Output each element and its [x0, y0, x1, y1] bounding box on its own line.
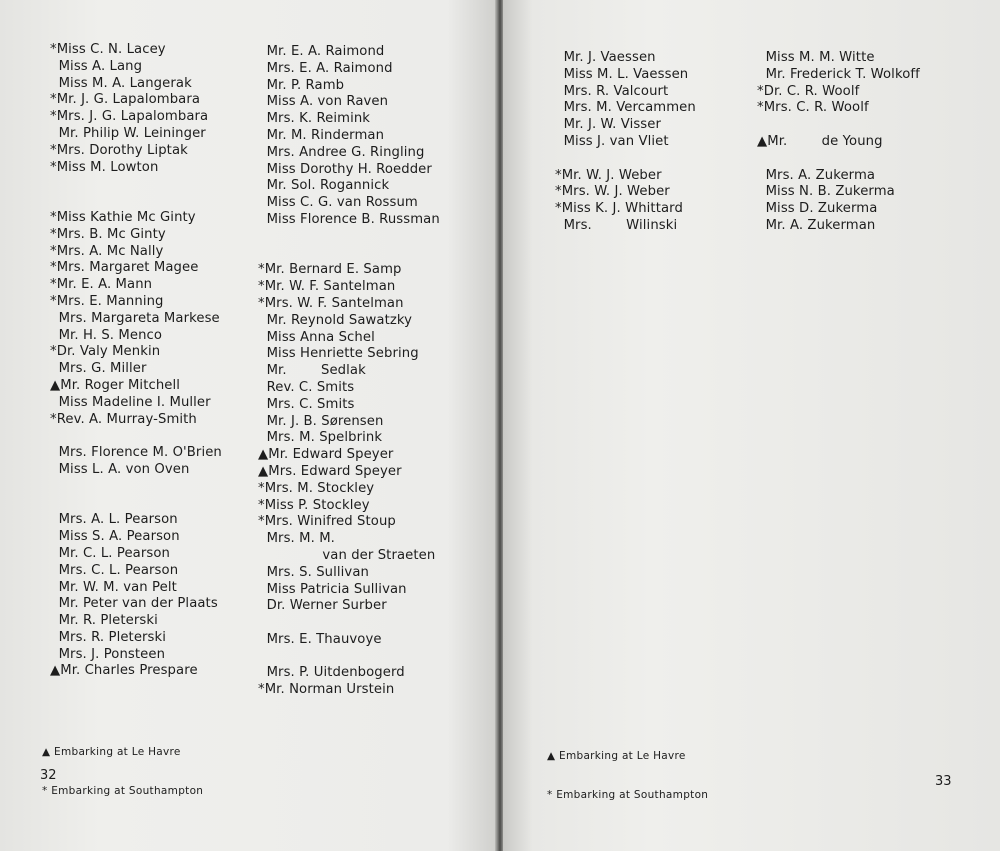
- spacer: [757, 117, 920, 134]
- page-number: 33: [935, 774, 952, 789]
- passenger-entry: *Mr. W. J. Weber: [555, 167, 662, 183]
- passenger-entry: *Rev. A. Murray-Smith: [50, 411, 197, 427]
- passenger-entry: *Mr. Bernard E. Samp: [258, 262, 402, 278]
- right-page: [503, 0, 1000, 851]
- passenger-entry: Mr. C. L. Pearson: [50, 545, 170, 561]
- passenger-entry: *Mrs. J. G. Lapalombara: [50, 109, 209, 125]
- passenger-entry: Mrs. E. Thauvoye: [258, 631, 382, 647]
- passenger-entry: ▲Mr. Roger Mitchell: [50, 377, 181, 393]
- passenger-entry: Mrs. S. Sullivan: [258, 564, 369, 580]
- legend: [42, 720, 203, 824]
- legend: [547, 724, 708, 828]
- legend-southampton: * Embarking at Southampton: [547, 789, 709, 801]
- passenger-entry: Miss M. M. Witte: [757, 50, 875, 65]
- passenger-column-2: [757, 50, 920, 235]
- passenger-entry: Mrs. M. Vercammen: [555, 100, 696, 116]
- passenger-entry: Miss C. G. van Rossum: [258, 195, 418, 211]
- passenger-entry: Mrs. A. L. Pearson: [50, 512, 178, 528]
- passenger-entry: *Mrs. Margaret Magee: [50, 260, 199, 276]
- spacer: [50, 193, 222, 210]
- passenger-entry: Miss J. van Vliet: [555, 133, 669, 149]
- passenger-entry: *Mrs. Dorothy Liptak: [50, 142, 188, 158]
- spacer: [50, 176, 222, 193]
- passenger-entry: Mrs. A. Zukerma: [757, 167, 876, 183]
- legend-southampton: * Embarking at Southampton: [42, 785, 204, 797]
- passenger-entry: Mrs. G. Miller: [50, 361, 147, 377]
- passenger-entry: Mr. Frederick T. Wolkoff: [757, 66, 920, 82]
- passenger-entry: *Mrs. W. F. Santelman: [258, 295, 404, 311]
- passenger-entry: *Miss C. N. Lacey: [50, 42, 166, 57]
- passenger-entry: Mr. A. Zukerman: [757, 217, 876, 233]
- spacer: [258, 229, 440, 246]
- page-number: 32: [40, 768, 57, 783]
- passenger-entry: Mrs. J. Ponsteen: [50, 646, 166, 662]
- left-page: [0, 0, 497, 851]
- passenger-entry: Mrs. Wilinski: [555, 217, 678, 233]
- passenger-entry: ▲Mr. Edward Speyer: [258, 447, 394, 463]
- passenger-entry: Mrs. R. Pleterski: [50, 629, 167, 645]
- spacer: [50, 496, 222, 513]
- passenger-entry: Mrs. K. Reimink: [258, 111, 371, 127]
- passenger-entry: ▲Mrs. Edward Speyer: [258, 463, 402, 479]
- passenger-entry: Mrs. M. M.: [258, 531, 335, 547]
- passenger-entry: Miss A. Lang: [50, 58, 143, 74]
- passenger-entry: Mr. H. S. Menco: [50, 327, 163, 343]
- spacer: [50, 428, 222, 445]
- passenger-entry: Mr. Philip W. Leininger: [50, 125, 206, 141]
- passenger-entry: Mrs. M. Spelbrink: [258, 430, 383, 446]
- passenger-entry: Miss N. B. Zukerma: [757, 184, 895, 200]
- passenger-entry: *Mrs. A. Mc Nally: [50, 243, 164, 259]
- passenger-entry: Mr. Reynold Sawatzky: [258, 312, 413, 328]
- passenger-entry: Dr. Werner Surber: [258, 598, 387, 614]
- passenger-entry: Miss S. A. Pearson: [50, 529, 180, 545]
- passenger-entry: Mr. Peter van der Plaats: [50, 596, 218, 612]
- passenger-entry: Mr. Sol. Rogannick: [258, 178, 390, 194]
- passenger-entry: *Mr. W. F. Santelman: [258, 279, 396, 295]
- passenger-entry: van der Straeten: [258, 547, 436, 563]
- passenger-entry: Rev. C. Smits: [258, 379, 355, 395]
- passenger-entry: Miss Florence B. Russman: [258, 211, 440, 227]
- passenger-entry: Mr. J. W. Visser: [555, 117, 662, 133]
- passenger-entry: Mr. Sedlak: [258, 363, 366, 379]
- passenger-entry: Mrs. P. Uitdenbogerd: [258, 665, 405, 681]
- passenger-entry: *Miss P. Stockley: [258, 497, 370, 513]
- passenger-entry: Mr. J. B. Sørensen: [258, 413, 384, 429]
- passenger-entry: Mrs. R. Valcourt: [555, 83, 669, 99]
- spacer: [757, 151, 920, 168]
- passenger-entry: Miss A. von Raven: [258, 94, 389, 110]
- passenger-entry: Miss M. A. Langerak: [50, 75, 192, 91]
- passenger-entry: Mr. W. M. van Pelt: [50, 579, 177, 595]
- passenger-column-1: [555, 50, 696, 235]
- passenger-entry: *Mrs. B. Mc Ginty: [50, 226, 166, 242]
- spacer: [555, 151, 696, 168]
- passenger-entry: *Mrs. C. R. Woolf: [757, 100, 869, 116]
- passenger-entry: Mrs. Margareta Markese: [50, 310, 220, 326]
- passenger-entry: *Mrs. E. Manning: [50, 293, 164, 309]
- passenger-entry: Mr. P. Ramb: [258, 77, 345, 93]
- passenger-column-2: [258, 44, 440, 699]
- passenger-entry: *Mr. J. G. Lapalombara: [50, 92, 201, 108]
- passenger-entry: *Mrs. W. J. Weber: [555, 184, 670, 200]
- passenger-entry: Mr. M. Rinderman: [258, 127, 385, 143]
- spacer: [258, 615, 440, 632]
- spacer: [258, 649, 440, 666]
- passenger-entry: ▲Mr. Charles Prespare: [50, 663, 198, 679]
- passenger-entry: Mrs. Florence M. O'Brien: [50, 445, 222, 461]
- passenger-entry: Mrs. C. L. Pearson: [50, 562, 179, 578]
- passenger-entry: *Mrs. M. Stockley: [258, 480, 375, 496]
- passenger-entry: Miss Henriette Sebring: [258, 346, 419, 362]
- passenger-entry: Mr. J. Vaessen: [555, 50, 656, 65]
- passenger-entry: Mr. E. A. Raimond: [258, 44, 385, 59]
- legend-le-havre: ▲ Embarking at Le Havre: [547, 750, 686, 762]
- passenger-entry: Miss Madeline I. Muller: [50, 394, 211, 410]
- passenger-entry: Mr. R. Pleterski: [50, 613, 158, 629]
- passenger-column-1: [50, 42, 222, 680]
- spacer: [50, 479, 222, 496]
- passenger-entry: Miss Dorothy H. Roedder: [258, 161, 432, 177]
- passenger-entry: Miss Anna Schel: [258, 329, 375, 345]
- spacer: [258, 246, 440, 263]
- passenger-entry: Mrs. E. A. Raimond: [258, 60, 393, 76]
- passenger-entry: *Dr. C. R. Woolf: [757, 83, 860, 99]
- passenger-entry: Miss Patricia Sullivan: [258, 581, 407, 597]
- passenger-entry: ▲Mr. de Young: [757, 133, 883, 149]
- passenger-entry: Miss L. A. von Oven: [50, 461, 190, 477]
- passenger-entry: Mrs. C. Smits: [258, 396, 355, 412]
- passenger-entry: *Dr. Valy Menkin: [50, 344, 161, 360]
- passenger-entry: Mrs. Andree G. Ringling: [258, 144, 425, 160]
- passenger-entry: *Mrs. Winifred Stoup: [258, 514, 396, 530]
- passenger-entry: *Mr. E. A. Mann: [50, 277, 153, 293]
- legend-le-havre: ▲ Embarking at Le Havre: [42, 746, 181, 758]
- passenger-entry: *Miss K. J. Whittard: [555, 201, 683, 217]
- passenger-entry: *Miss M. Lowton: [50, 159, 159, 175]
- passenger-entry: *Mr. Norman Urstein: [258, 682, 395, 698]
- passenger-entry: Miss D. Zukerma: [757, 201, 878, 217]
- passenger-entry: Miss M. L. Vaessen: [555, 66, 689, 82]
- passenger-entry: *Miss Kathie Mc Ginty: [50, 209, 196, 225]
